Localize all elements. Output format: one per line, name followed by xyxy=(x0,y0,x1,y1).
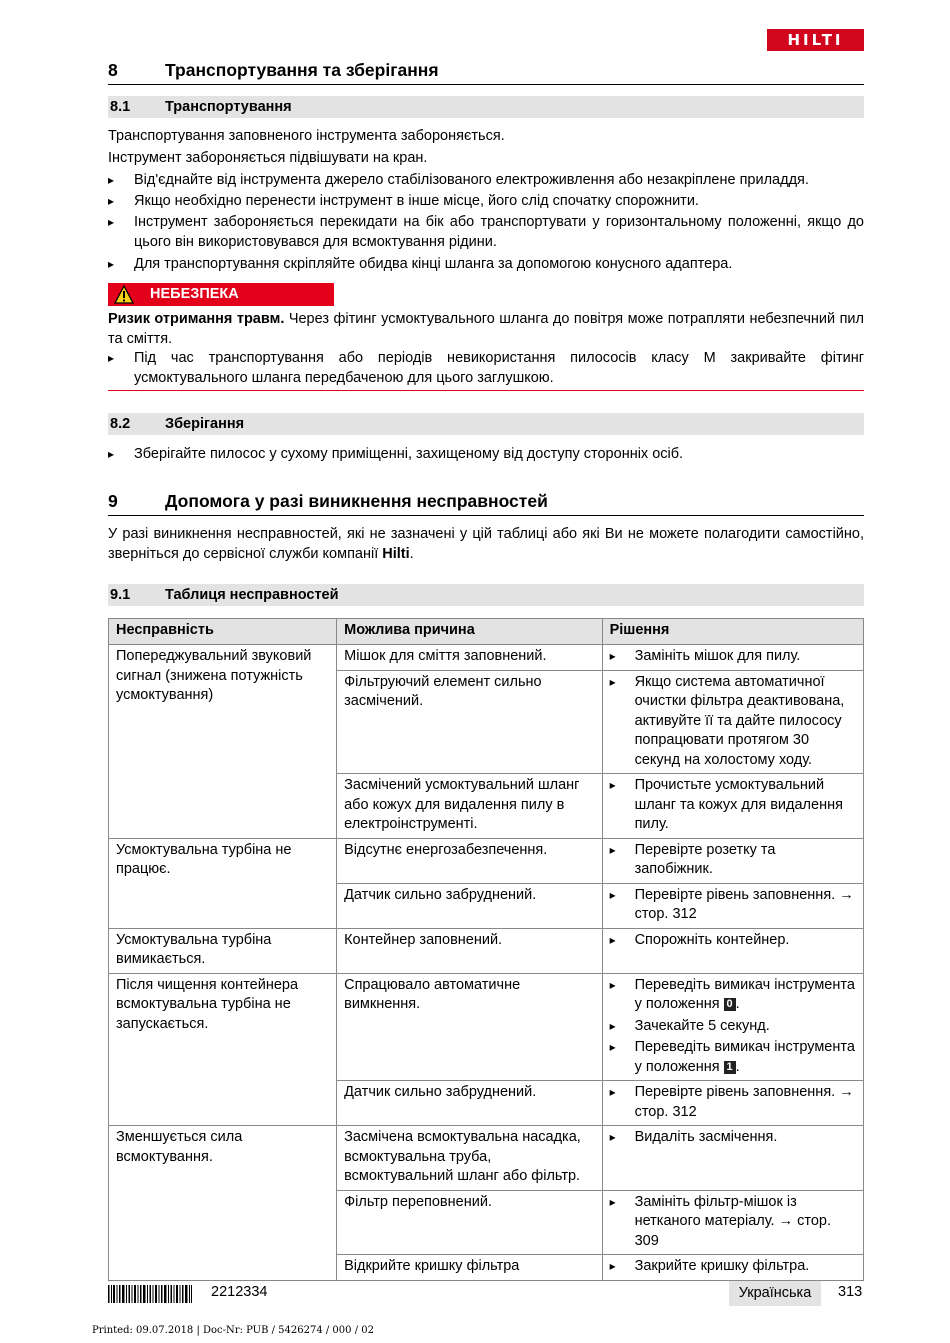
solution-text: Переведіть вимикач інструмента у положення xyxy=(634,1039,855,1075)
column-header: Можлива причина xyxy=(337,619,602,645)
table-row xyxy=(109,838,864,883)
divider xyxy=(108,390,864,391)
cause-cell: Засмічена всмоктувальна насадка, всмоктувальна труба, всмоктувальний шланг або фільтр. xyxy=(337,1126,602,1191)
page-number: 313 xyxy=(838,1284,863,1300)
solution-item: ▸ Перевірте рівень заповнення. → стор. 312 xyxy=(610,886,857,925)
column-header: Рішення xyxy=(602,619,863,645)
solution-item: ▸ Замініть мішок для пилу. xyxy=(610,647,857,667)
barcode-icon xyxy=(108,1285,192,1303)
cause-cell: Датчик сильно забруднений. xyxy=(337,883,602,928)
print-info: Printed: 09.07.2018 | Doc-Nr: PUB / 5426274 / 000 / 02 xyxy=(92,1325,374,1336)
cause-cell: Контейнер заповнений. xyxy=(337,928,602,973)
fault-cell: Усмоктувальна турбіна вимикається. xyxy=(109,928,337,973)
danger-banner xyxy=(108,283,334,306)
section-title: Таблиця несправностей xyxy=(165,587,339,603)
section-8-heading xyxy=(108,60,864,85)
solution-item: ▸ Зачекайте 5 секунд. xyxy=(610,1017,857,1037)
solution-cell xyxy=(602,645,863,671)
list-item: ▸ Від'єднайте від інструмента джерело стабілізованого електроживлення або незакріплене приладдя. xyxy=(108,170,864,190)
section-9-heading xyxy=(108,491,864,516)
solution-item: ▸ Видаліть засмічення. xyxy=(610,1128,857,1148)
section-8-2-heading xyxy=(108,413,864,435)
fault-table xyxy=(108,618,864,1281)
section-number: 8.1 xyxy=(110,99,131,115)
cause-cell: Спрацювало автоматичне вимкнення. xyxy=(337,973,602,1081)
solution-cell xyxy=(602,774,863,839)
switch-position-key: 1 xyxy=(724,1061,736,1074)
warning-triangle-icon xyxy=(114,285,134,304)
solution-text: Переведіть вимикач інструмента у положення xyxy=(634,976,855,1012)
fault-cell: Усмоктувальна турбіна не працює. xyxy=(109,838,337,928)
cause-cell: Фільтр переповнений. xyxy=(337,1190,602,1255)
solution-item: ▸ Перевірте розетку та запобіжник. xyxy=(610,841,857,880)
solution-item: ▸ Спорожніть контейнер. xyxy=(610,931,857,951)
section-title: Допомога у разі виникнення несправностей xyxy=(165,491,548,511)
solution-item: ▸ Прочистьте усмоктувальний шланг та кожух для видалення пилу. xyxy=(610,776,857,835)
intro-text: У разі виникнення несправностей, які не зазначені у цій таблиці або які Ви не можете полагодити самостійно, зверніться до сервісної служби компанії xyxy=(108,526,864,562)
section-8-1-heading xyxy=(108,96,864,118)
section-number: 9 xyxy=(108,491,118,511)
cause-cell: Засмічений усмоктувальний шланг або кожух для видалення пилу в електроінструменті. xyxy=(337,774,602,839)
document-number: 2212334 xyxy=(211,1284,268,1300)
list-item: ▸ Для транспортування скріпляйте обидва кінці шланга за допомогою конусного адаптера. xyxy=(108,254,864,274)
solution-cell xyxy=(602,670,863,774)
solution-item xyxy=(610,976,857,1015)
table-row xyxy=(109,928,864,973)
solution-item: ▸ Закрийте кришку фільтра. xyxy=(610,1257,857,1277)
section-number: 8 xyxy=(108,60,118,80)
solution-cell xyxy=(602,1126,863,1191)
column-header: Несправність xyxy=(109,619,337,645)
list-item: ▸ Якщо необхідно перенести інструмент в інше місце, його слід спочатку спорожнити. xyxy=(108,191,864,211)
solution-end: . xyxy=(735,996,740,1012)
brand-name: Hilti xyxy=(382,546,410,562)
table-row xyxy=(109,1126,864,1191)
section-title: Транспортування xyxy=(165,99,292,115)
list-item: ▸ Під час транспортування або періодів невикористання пилососів класу M закривайте фітинг усмоктувального шланга передбаченою для цього заглушкою. xyxy=(108,348,864,388)
cause-cell: Мішок для сміття заповнений. xyxy=(337,645,602,671)
intro-end: . xyxy=(409,546,414,562)
danger-text xyxy=(108,309,864,349)
switch-position-key: 0 xyxy=(724,998,736,1011)
solution-cell xyxy=(602,1081,863,1126)
danger-label: НЕБЕЗПЕКА xyxy=(150,286,239,302)
section-number: 9.1 xyxy=(110,587,131,603)
fault-cell: Після чищення контейнера всмоктувальна турбіна не запускається. xyxy=(109,973,337,1126)
table-header-row xyxy=(109,619,864,645)
cause-cell: Датчик сильно забруднений. xyxy=(337,1081,602,1126)
table-row xyxy=(109,973,864,1081)
solution-cell xyxy=(602,883,863,928)
fault-cell: Попереджувальний звуковий сигнал (знижена потужність усмоктування) xyxy=(109,645,337,839)
list-item: ▸ Зберігайте пилосос у сухому приміщенні, захищеному від доступу сторонніх осіб. xyxy=(108,444,864,464)
danger-body: Через фітинг усмоктувального шланга до повітря може потрапляти небезпечний пил та сміття. xyxy=(108,311,864,347)
solution-cell xyxy=(602,928,863,973)
solution-cell xyxy=(602,838,863,883)
paragraph: Інструмент забороняється підвішувати на кран. xyxy=(108,150,428,166)
solution-cell xyxy=(602,973,863,1081)
solution-end: . xyxy=(735,1058,740,1075)
hilti-logo: HILTI xyxy=(767,29,864,51)
section-title: Зберігання xyxy=(165,416,245,432)
section-title: Транспортування та зберігання xyxy=(165,60,439,80)
section-9-1-heading xyxy=(108,584,864,606)
section-number: 8.2 xyxy=(110,416,131,432)
solution-item: ▸ Перевірте рівень заповнення. → стор. 312 xyxy=(610,1083,857,1122)
solution-cell xyxy=(602,1255,863,1281)
cause-cell: Відкрийте кришку фільтра xyxy=(337,1255,602,1281)
solution-cell xyxy=(602,1190,863,1255)
cause-cell: Фільтруючий елемент сильно засмічений. xyxy=(337,670,602,774)
paragraph: Транспортування заповненого інструмента забороняється. xyxy=(108,128,505,144)
list-item: ▸ Інструмент забороняється перекидати на бік або транспортувати у горизонтальному положенні, якщо до цього він використовувався для всмоктування рідини. xyxy=(108,212,864,252)
cause-cell: Відсутнє енергозабезпечення. xyxy=(337,838,602,883)
table-row xyxy=(109,645,864,671)
paragraph xyxy=(108,524,864,564)
solution-item xyxy=(610,1038,857,1077)
fault-cell: Зменшується сила всмоктування. xyxy=(109,1126,337,1281)
language-label: Українська xyxy=(729,1281,821,1306)
solution-item: ▸ Замініть фільтр-мішок із нетканого матеріалу. → стор. 309 xyxy=(610,1193,857,1252)
danger-bold: Ризик отримання травм. xyxy=(108,311,285,327)
solution-item: ▸ Якщо система автоматичної очистки фільтра деактивована, активуйте її та дайте пилососу попрацювати протягом 30 секунд на холостому ходу. xyxy=(610,673,857,771)
